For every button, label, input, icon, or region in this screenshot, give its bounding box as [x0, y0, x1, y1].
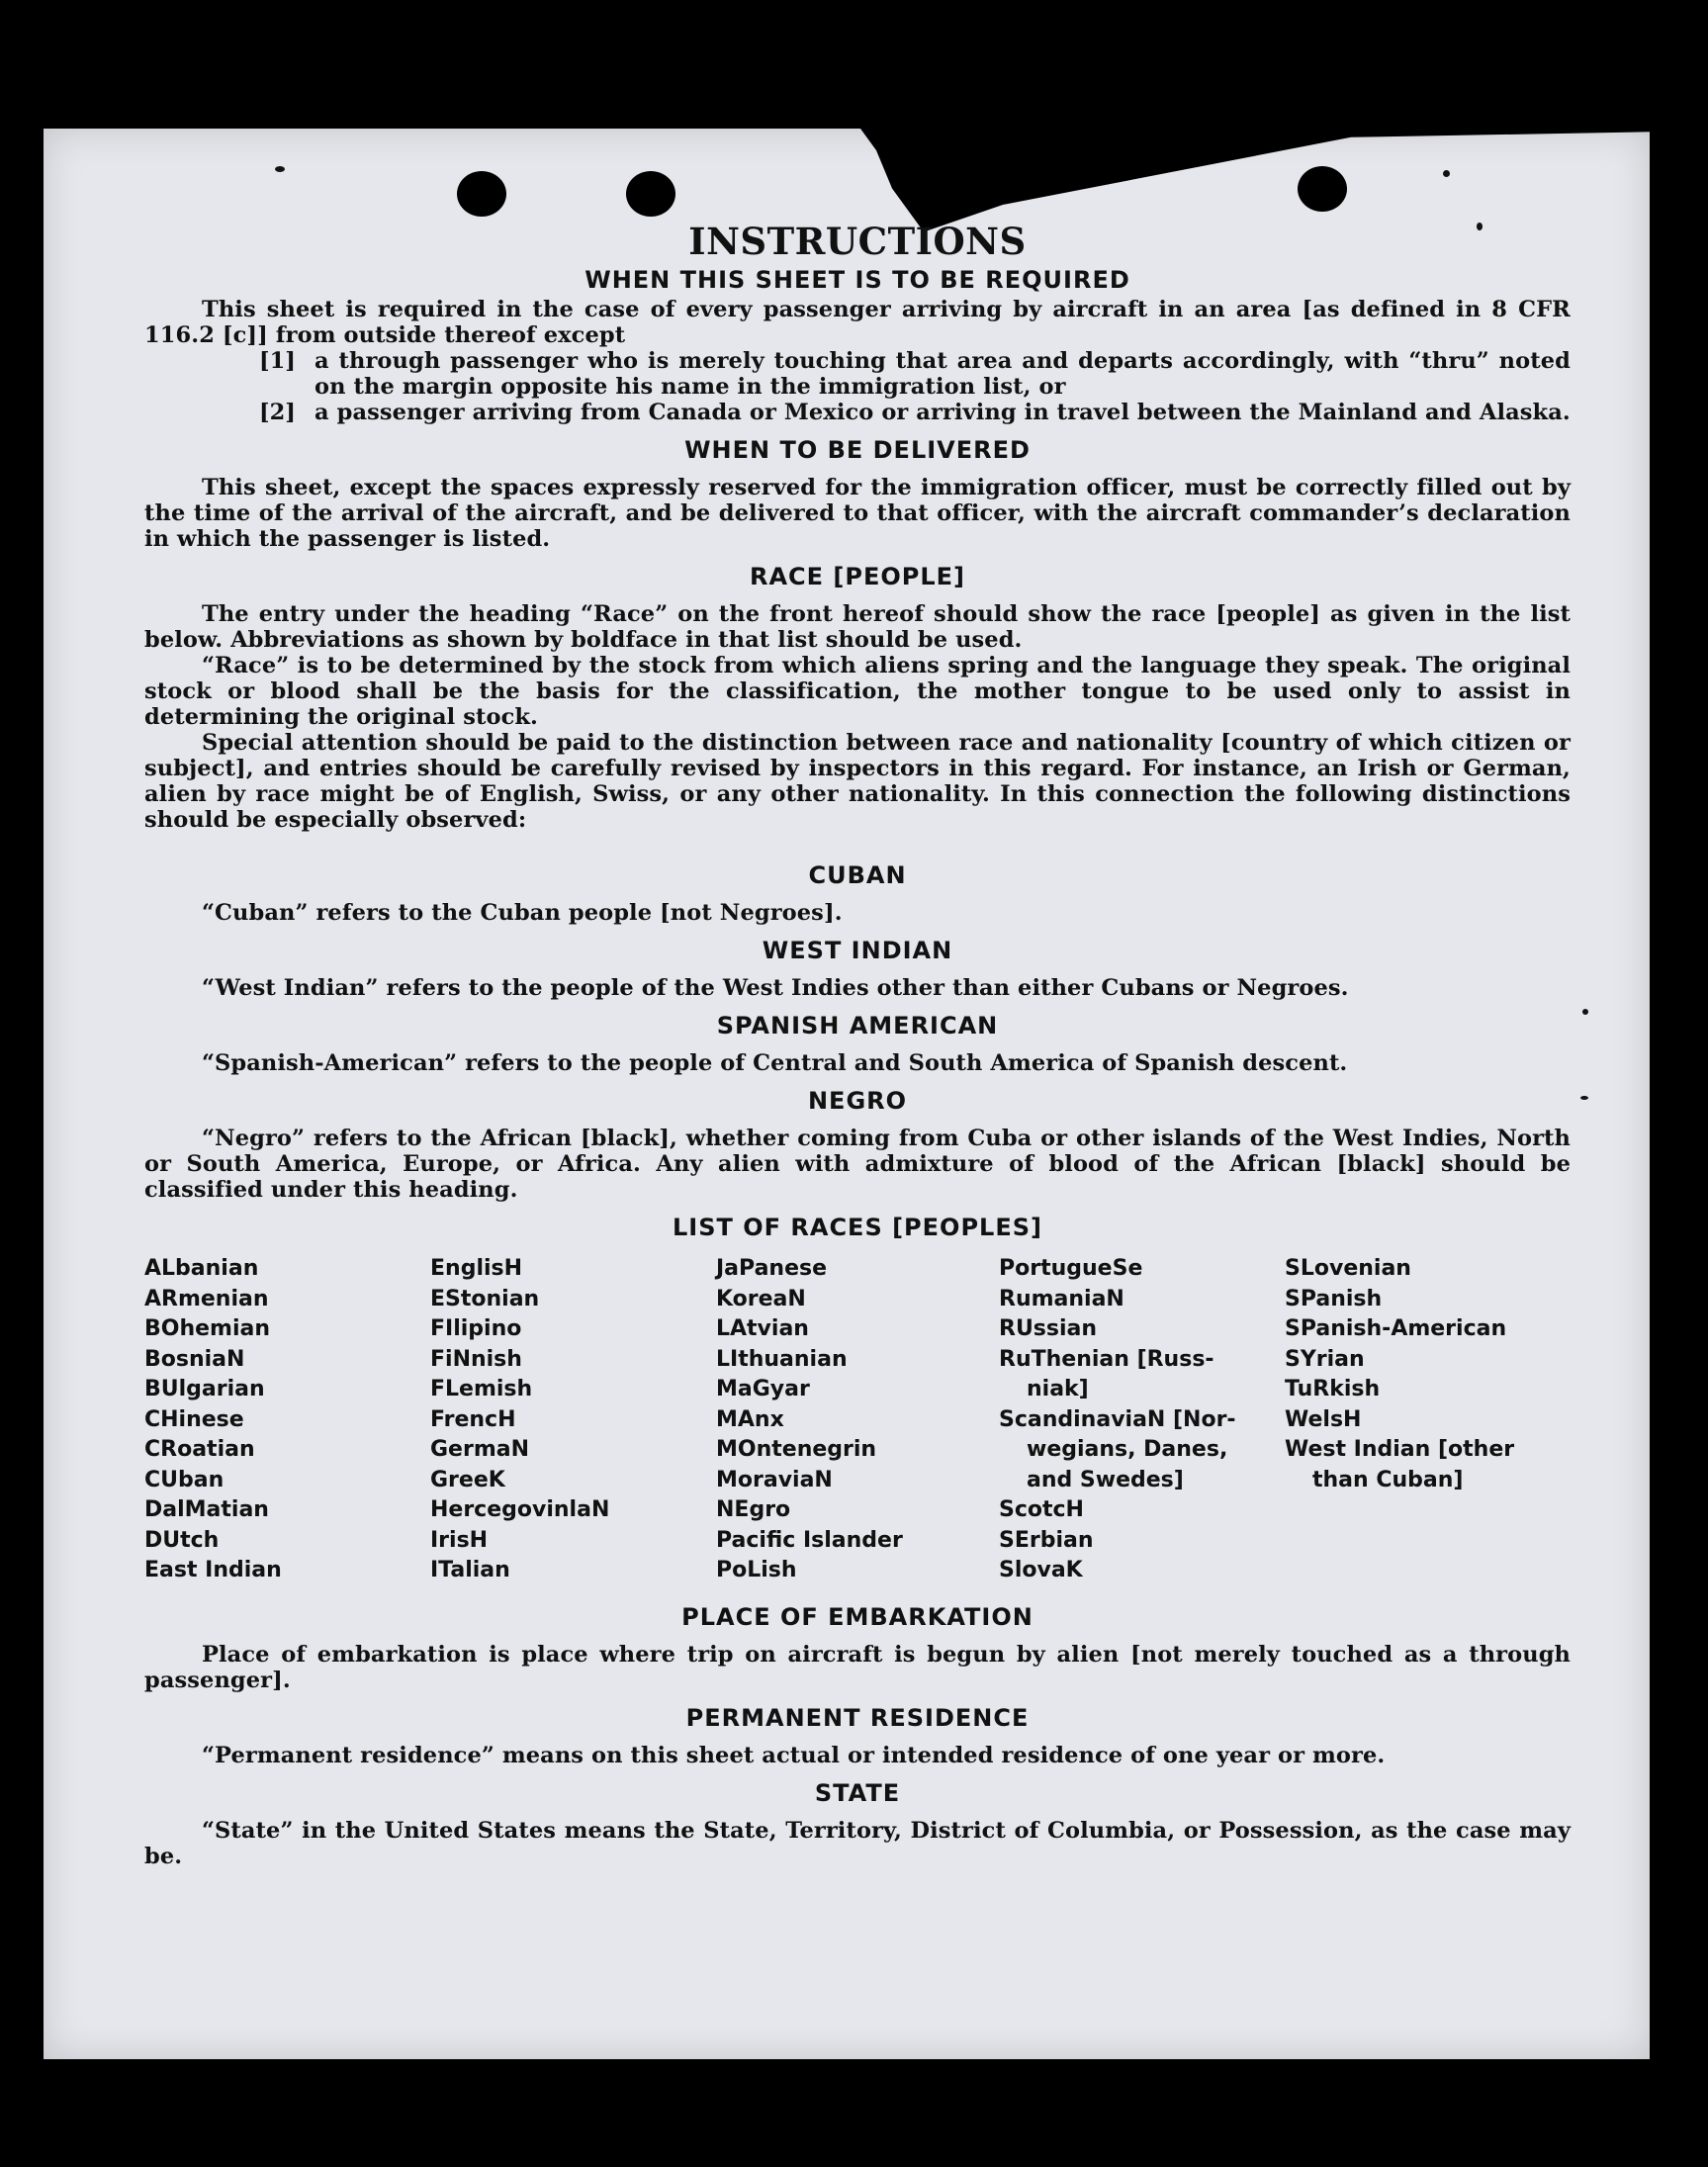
race-item: West Indian [other	[1285, 1437, 1515, 1462]
race-item: HercegovinlaN	[430, 1497, 610, 1522]
race-item-continued: and Swedes]	[1027, 1467, 1184, 1492]
race-item: PortugueSe	[999, 1256, 1143, 1281]
race-item: ALbanian	[144, 1256, 259, 1281]
race-item: BosniaN	[144, 1346, 245, 1372]
race-item: SlovaK	[999, 1558, 1083, 1582]
race-item: SPanish	[1285, 1286, 1383, 1311]
race-item: FIlipino	[430, 1316, 522, 1341]
race-item-continued: than Cuban]	[1312, 1467, 1464, 1492]
race-item-continued: wegians, Danes,	[1027, 1437, 1228, 1462]
race-column-1	[144, 1254, 430, 1586]
race-item: CHinese	[144, 1406, 244, 1432]
heading-when-delivered: WHEN TO BE DELIVERED	[684, 436, 1031, 464]
race-item: GreeK	[430, 1467, 505, 1492]
race-item: FLemish	[430, 1377, 533, 1401]
heading-spanish-american: SPANISH AMERICAN	[716, 1012, 999, 1039]
required-intro: This sheet is required in the case of every passenger arriving by aircraft in an area [as defined in 8 CFR 116.2 [c]] from outside thereof except	[144, 297, 1571, 348]
page-title: INSTRUCTIONS	[688, 220, 1027, 263]
heading-when-required: WHEN THIS SHEET IS TO BE REQUIRED	[584, 266, 1130, 294]
race-item: LIthuanian	[716, 1346, 848, 1372]
race-item: ARmenian	[144, 1286, 269, 1311]
race-item: DUtch	[144, 1527, 220, 1553]
heading-west-indian: WEST INDIAN	[762, 937, 953, 964]
punch-hole-center	[626, 171, 675, 217]
residence-text: “Permanent residence” means on this sheet actual or intended residence of one year or more.	[202, 1742, 1386, 1768]
exception-number: [1]	[259, 348, 296, 374]
race-item: ScotcH	[999, 1497, 1084, 1522]
punch-hole-right	[1298, 166, 1347, 212]
embarkation-text: Place of embarkation is place where trip on aircraft is begun by alien [not merely touched as a through passenger].	[144, 1641, 1571, 1693]
race-item: EnglisH	[430, 1256, 523, 1281]
speck	[1580, 1096, 1588, 1100]
race-item: East Indian	[144, 1558, 282, 1582]
negro-text: “Negro” refers to the African [black], whether coming from Cuba or other islands of the West Indies, North or South America, Europe, or Africa. Any alien with admixture of blood of the African [black] should be classified under this heading.	[144, 1126, 1571, 1203]
race-item: TuRkish	[1285, 1377, 1381, 1401]
race-item: FiNnish	[430, 1346, 522, 1372]
race-item: CUban	[144, 1467, 225, 1492]
race-item: BUlgarian	[144, 1377, 265, 1401]
race-item: SLovenian	[1285, 1256, 1411, 1281]
race-item: NEgro	[716, 1497, 791, 1522]
race-paragraph: The entry under the heading “Race” on the front hereof should show the race [people] as given in the list below. Abbreviations as shown by boldface in that list should be used.	[144, 601, 1571, 653]
heading-state: STATE	[814, 1778, 901, 1807]
delivered-text: This sheet, except the spaces expressly reserved for the immigration officer, must be correctly filled out by the time of the arrival of the aircraft, and be delivered to that officer, with the aircraft commander’s declaration in which the passenger is listed.	[144, 475, 1571, 552]
race-item: GermaN	[430, 1437, 530, 1462]
race-item: MOntenegrin	[716, 1437, 877, 1462]
race-item: SYrian	[1285, 1346, 1365, 1372]
heading-list-of-races: LIST OF RACES [PEOPLES]	[673, 1214, 1042, 1241]
race-column-2	[430, 1254, 716, 1586]
race-item: CRoatian	[144, 1437, 255, 1462]
heading-permanent-residence: PERMANENT RESIDENCE	[685, 1703, 1030, 1732]
west-indian-text: “West Indian” refers to the people of the West Indies other than either Cubans or Negroes.	[202, 975, 1349, 1001]
state-text: “State” in the United States means the State, Territory, District of Columbia, or Possession, as the case may be.	[144, 1817, 1571, 1869]
race-column-5	[1285, 1254, 1571, 1586]
exception-item-1	[144, 348, 1571, 400]
race-item: LAtvian	[716, 1316, 809, 1341]
race-item: SPanish-American	[1285, 1316, 1507, 1341]
race-column-3	[716, 1254, 999, 1586]
race-item: MAnx	[716, 1406, 784, 1432]
race-item: PoLish	[716, 1558, 797, 1582]
heading-negro: NEGRO	[807, 1087, 908, 1115]
race-item: IrisH	[430, 1527, 489, 1553]
exception-item-2	[144, 400, 1571, 425]
race-item: DalMatian	[144, 1497, 269, 1522]
race-item: FrencH	[430, 1406, 516, 1432]
race-item: KoreaN	[716, 1286, 806, 1311]
heading-place-of-embarkation: PLACE OF EMBARKATION	[681, 1602, 1034, 1631]
race-item: ITalian	[430, 1558, 510, 1582]
race-column-4	[999, 1254, 1285, 1586]
speck	[1443, 170, 1450, 177]
punch-hole-left	[457, 171, 506, 217]
exception-text: a passenger arriving from Canada or Mexico or arriving in travel between the Mainland and Alaska.	[315, 400, 1571, 425]
race-item: RUssian	[999, 1316, 1098, 1341]
speck	[275, 166, 285, 172]
race-item: Pacific Islander	[716, 1527, 903, 1553]
race-item: MoraviaN	[716, 1467, 833, 1492]
instructions-content	[144, 220, 1571, 1869]
exception-text: a through passenger who is merely touching that area and departs accordingly, with “thru” noted on the margin opposite his name in the immigration list, or	[315, 348, 1571, 400]
race-item-continued: niak]	[1027, 1377, 1089, 1401]
race-list	[144, 1254, 1571, 1586]
race-item: SErbian	[999, 1527, 1094, 1553]
exception-number: [2]	[259, 400, 296, 425]
race-item: WelsH	[1285, 1406, 1362, 1432]
heading-cuban: CUBAN	[808, 861, 907, 889]
race-item: RumaniaN	[999, 1286, 1124, 1311]
race-item: ScandinaviaN [Nor-	[999, 1406, 1236, 1432]
race-item: MaGyar	[716, 1377, 810, 1401]
cuban-text: “Cuban” refers to the Cuban people [not Negroes].	[202, 900, 843, 926]
race-item: EStonian	[430, 1286, 540, 1311]
heading-race: RACE [PEOPLE]	[749, 563, 966, 590]
race-item: RuThenian [Russ-	[999, 1346, 1214, 1372]
speck	[1582, 1009, 1588, 1015]
spanish-american-text: “Spanish-American” refers to the people of Central and South America of Spanish descent.	[202, 1050, 1348, 1076]
race-paragraph: Special attention should be paid to the distinction between race and nationality [country of which citizen or subject], and entries should be carefully revised by inspectors in this regard. For instance, an Irish or German, alien by race might be of English, Swiss, or any other nationality. In this connection the following distinctions should be especially observed:	[144, 730, 1571, 833]
race-item: JaPanese	[716, 1256, 828, 1281]
race-paragraph: “Race” is to be determined by the stock from which aliens spring and the language they speak. The original stock or blood shall be the basis for the classification, the mother tongue to be used only to assist in determining the original stock.	[144, 653, 1571, 730]
race-item: BOhemian	[144, 1316, 271, 1341]
